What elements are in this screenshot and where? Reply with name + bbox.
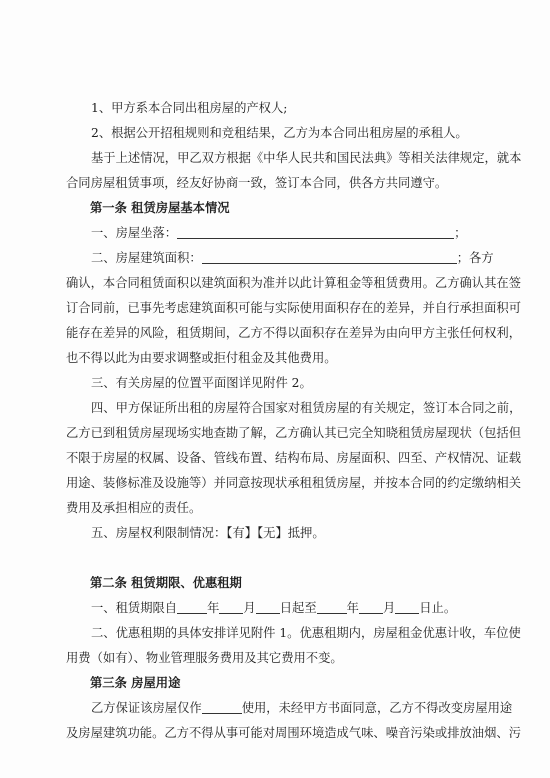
guarantee-line-3: 不限于房屋的权属、设备、管线布置、结构布局、房屋面积、四至、产权情况、证载 xyxy=(66,451,521,465)
day-end-label: 日止。 xyxy=(419,601,457,615)
house-location-end: ； xyxy=(454,226,467,240)
month-label: 月 xyxy=(243,601,256,615)
lease-term-line xyxy=(91,601,550,615)
usage-label: 乙方保证该房屋仅作 xyxy=(91,701,202,715)
day-to-label: 日起至 xyxy=(279,601,317,615)
guarantee-line-5: 费用及承担相应的责任。 xyxy=(66,501,202,515)
start-month-blank xyxy=(219,602,243,614)
start-year-blank xyxy=(177,602,207,614)
house-location-label: 一、房屋坐落： xyxy=(91,226,178,240)
article-2-heading: 第二条 租赁期限、优惠租期 xyxy=(90,575,242,590)
article-3-heading: 第三条 房屋用途 xyxy=(90,675,181,690)
month-label-2: 月 xyxy=(382,601,396,615)
building-area-blank xyxy=(202,252,457,264)
preamble-line-1: 基于上述情况，甲乙双方根据《中华人民共和国民法典》等相关法律规定，就本 xyxy=(91,151,522,165)
floor-plan-clause: 三、有关房屋的位置平面图详见附件 2。 xyxy=(91,376,312,390)
house-location-blank xyxy=(177,227,454,239)
area-text-line-4: 也不得以此为由要求调整或拒付租金及其他费用。 xyxy=(66,351,337,365)
house-location-line xyxy=(91,226,550,240)
building-area-line xyxy=(91,251,550,265)
preamble-line-2: 合同房屋租赁事项，经友好协商一致，签订本合同，供各方共同遵守。 xyxy=(66,176,448,190)
article-1-heading: 第一条 租赁房屋基本情况 xyxy=(90,200,230,215)
clause-2: 2、根据公开招租规则和竞租结果，乙方为本合同出租房屋的承租人。 xyxy=(91,126,468,140)
guarantee-line-2: 乙方已到租赁房屋现场实地查勘了解，乙方确认其已完全知晓租赁房屋现状（包括但 xyxy=(66,426,521,440)
usage-text: 使用，未经甲方书面同意，乙方不得改变房屋用途 xyxy=(241,701,513,715)
usage-blank xyxy=(202,702,242,714)
usage-line-2: 及房屋建筑功能。乙方不得从事可能对周围环境造成气味、噪音污染或排放油烟、污 xyxy=(66,726,521,740)
guarantee-line-1: 四、甲方保证所出租的房屋符合国家对租赁房屋的有关规定，签订本合同之前， xyxy=(91,401,522,415)
year-label: 年 xyxy=(207,601,220,615)
clause-1: 1、甲方系本合同出租房屋的产权人; xyxy=(91,101,288,115)
building-area-end: ；各方 xyxy=(456,251,494,265)
start-day-blank xyxy=(256,602,280,614)
end-month-blank xyxy=(359,602,383,614)
usage-line-1 xyxy=(91,701,550,715)
year-label-2: 年 xyxy=(346,601,359,615)
end-day-blank xyxy=(395,602,419,614)
discount-line-1: 二、优惠租期的具体安排详见附件 1。优惠租期内，房屋租金优惠计收，车位使 xyxy=(91,626,521,640)
building-area-label: 二、房屋建筑面积： xyxy=(91,251,202,265)
area-text-line-1: 确认，本合同租赁面积以建筑面积为准并以此计算租金等租赁费用。乙方确认其在签 xyxy=(66,276,521,290)
discount-line-2: 用费（如有）、物业管理服务费用及其它费用不变。 xyxy=(66,651,343,665)
rights-restriction-clause: 五、房屋权利限制情况：【有】【无】抵押。 xyxy=(91,526,325,540)
lease-term-label: 一、租赁期限自 xyxy=(91,601,178,615)
area-text-line-2: 订合同前，已事先考虑建筑面积可能与实际使用面积存在的差异，并自行承担面积可 xyxy=(66,301,521,315)
area-text-line-3: 能存在差异的风险，租赁期间，乙方不得以面积存在差异为由向甲方主张任何权利， xyxy=(66,326,521,340)
guarantee-line-4: 用途、装修标准及设施等）并同意按现状承租租赁房屋，并按本合同的约定缴纳相关 xyxy=(66,476,521,490)
end-year-blank xyxy=(317,602,347,614)
